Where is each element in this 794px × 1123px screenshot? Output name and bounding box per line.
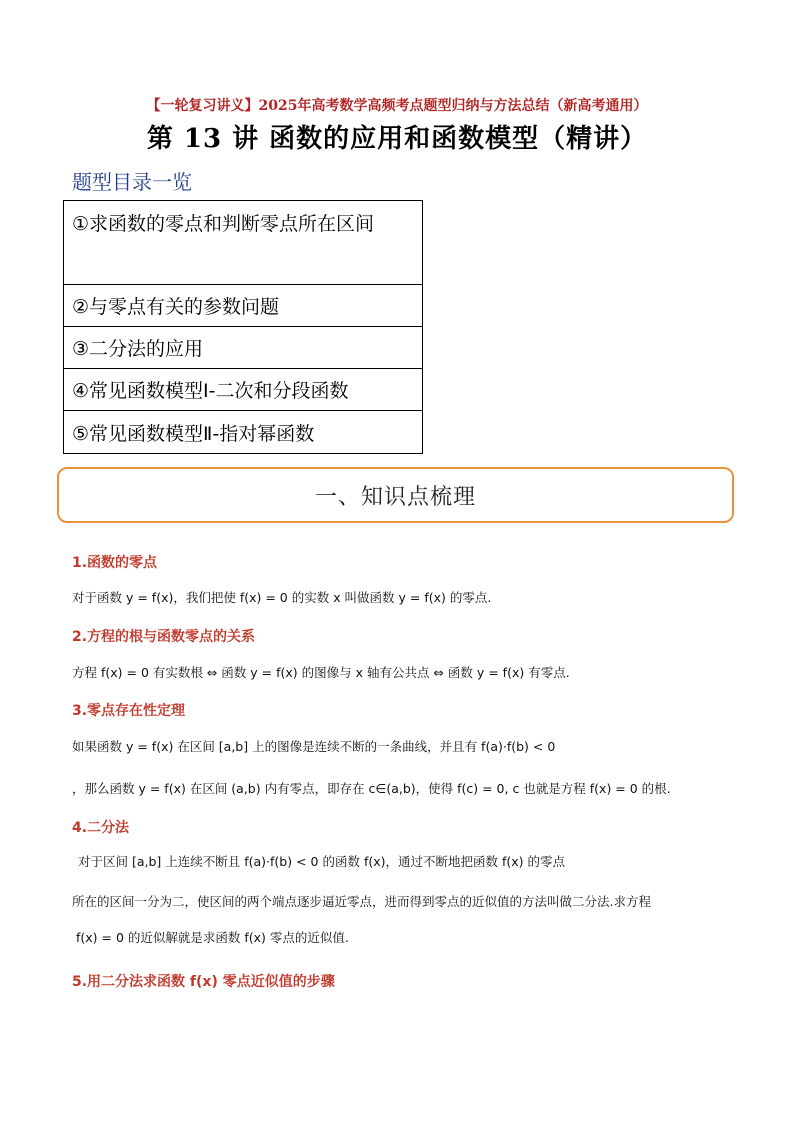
paragraph-line: 如果函数 y = f(x) 在区间 [a,b] 上的图像是连续不断的一条曲线，并且有 f(a)·f(b) < 0 <box>72 739 556 754</box>
paragraph-line: f(x) = 0 的近似解就是求函数 f(x) 零点的近似值. <box>76 930 349 945</box>
section-title: 一、知识点梳理 <box>314 484 476 510</box>
toc-heading: 题型目录一览 <box>72 170 192 194</box>
section-heading: 2.方程的根与函数零点的关系 <box>72 629 256 645</box>
toc-item: ④常见函数模型Ⅰ-二次和分段函数 <box>64 369 422 411</box>
paragraph-line: ，那么函数 y = f(x) 在区间 (a,b) 内有零点，即存在 c∈(a,b)，使得 f(c) = 0, c 也就是方程 f(x) = 0 的根. <box>72 781 671 796</box>
section-heading: 1.函数的零点 <box>72 555 158 571</box>
toc-item: ①求函数的零点和判断零点所在区间 <box>64 201 422 285</box>
section-heading: 5.用二分法求函数 f(x) 零点近似值的步骤 <box>72 974 335 990</box>
page-title: 第 13 讲 函数的应用和函数模型（精讲） <box>146 124 648 154</box>
section-title-box <box>57 467 734 523</box>
toc-item: ③二分法的应用 <box>64 327 422 369</box>
section-heading: 3.零点存在性定理 <box>72 703 186 719</box>
paragraph-line: 对于区间 [a,b] 上连续不断且 f(a)·f(b) < 0 的函数 f(x)，通过不断地把函数 f(x) 的零点 <box>78 854 565 869</box>
paragraph-line: 方程 f(x) = 0 有实数根 ⇔ 函数 y = f(x) 的图像与 x 轴有公共点 ⇔ 函数 y = f(x) 有零点. <box>72 665 570 680</box>
toc-item: ②与零点有关的参数问题 <box>64 285 422 327</box>
toc-item: ⑤常见函数模型Ⅱ-指对幂函数 <box>72 422 315 445</box>
paragraph-line: 所在的区间一分为二，使区间的两个端点逐步逼近零点，进而得到零点的近似值的方法叫做二分法.求方程 <box>72 894 651 909</box>
toc-table <box>63 200 423 454</box>
section-heading: 4.二分法 <box>72 820 130 836</box>
paragraph-line: 对于函数 y = f(x)，我们把使 f(x) = 0 的实数 x 叫做函数 y = f(x) 的零点. <box>72 590 492 605</box>
series-subtitle: 【一轮复习讲义】2025年高考数学高频考点题型归纳与方法总结（新高考通用） <box>146 98 648 114</box>
